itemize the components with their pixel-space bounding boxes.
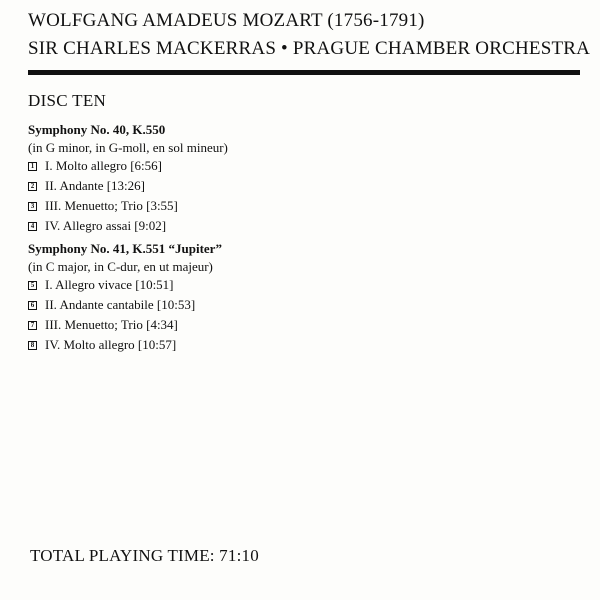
work-title: Symphony No. 41, K.551 “Jupiter” [28, 241, 222, 256]
track-item [28, 216, 228, 236]
disc-title: DISC TEN [28, 91, 107, 110]
track-item [28, 196, 228, 216]
track-label: II. Andante [13:26] [45, 178, 146, 193]
track-item [28, 156, 228, 176]
track-number-icon: 6 [28, 301, 37, 310]
track-number-icon: 7 [28, 321, 37, 330]
track-label: IV. Allegro assai [9:02] [45, 218, 167, 233]
work-title: Symphony No. 40, K.550 [28, 122, 166, 137]
track-list [28, 275, 222, 355]
track-item [28, 335, 222, 355]
header-divider [28, 70, 580, 75]
track-label: IV. Molto allegro [10:57] [45, 337, 177, 352]
track-number-icon: 1 [28, 162, 37, 171]
track-list [28, 156, 228, 236]
track-number-icon: 3 [28, 202, 37, 211]
track-number-icon: 2 [28, 182, 37, 191]
performers-heading: SIR CHARLES MACKERRAS • PRAGUE CHAMBER ORCHESTRA [28, 38, 591, 59]
track-item [28, 176, 228, 196]
work-key: (in G minor, in G-moll, en sol mineur) [28, 140, 228, 155]
track-item [28, 315, 222, 335]
track-label: II. Andante cantabile [10:53] [45, 297, 196, 312]
track-number-icon: 4 [28, 222, 37, 231]
composer-heading: WOLFGANG AMADEUS MOZART (1756-1791) [28, 10, 425, 31]
track-label: III. Menuetto; Trio [3:55] [45, 198, 178, 213]
track-label: III. Menuetto; Trio [4:34] [45, 317, 178, 332]
work-symphony-41 [28, 240, 222, 355]
work-symphony-40 [28, 121, 228, 236]
track-item [28, 275, 222, 295]
track-label: I. Molto allegro [6:56] [45, 158, 162, 173]
track-label: I. Allegro vivace [10:51] [45, 277, 174, 292]
total-playing-time: TOTAL PLAYING TIME: 71:10 [30, 546, 259, 565]
track-number-icon: 8 [28, 341, 37, 350]
track-number-icon: 5 [28, 281, 37, 290]
track-item [28, 295, 222, 315]
work-key: (in C major, in C-dur, en ut majeur) [28, 259, 213, 274]
